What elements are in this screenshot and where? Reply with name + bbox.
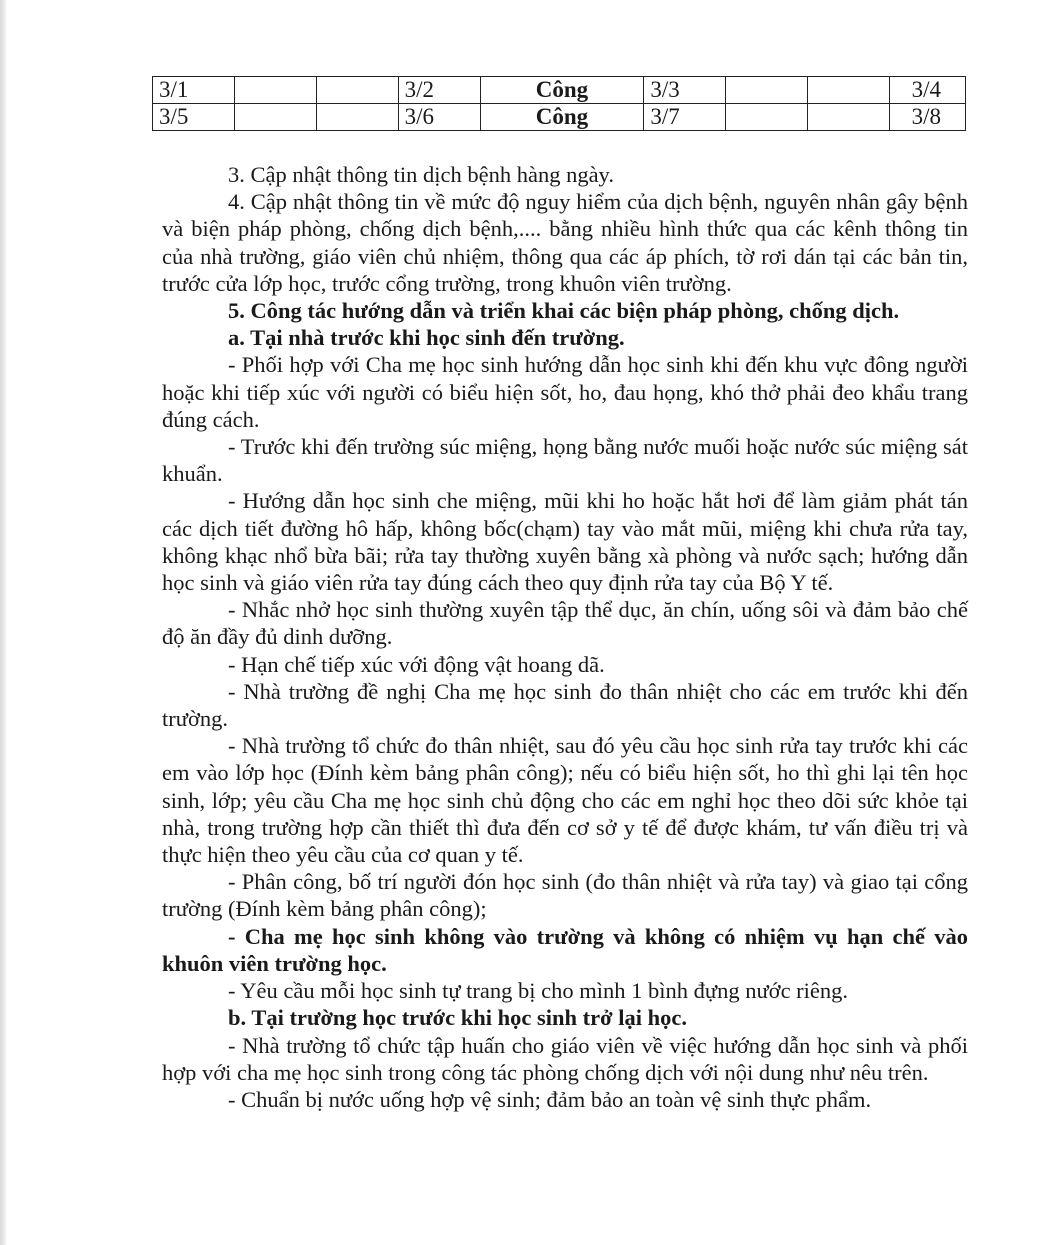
table-cell: 3/6 <box>398 104 480 131</box>
section-heading: - Cha mẹ học sinh không vào trường và không có nhiệm vụ hạn chế vào khuôn viên trường học. <box>162 923 968 976</box>
table-cell <box>316 104 398 131</box>
table-cell <box>234 104 316 131</box>
section-heading: a. Tại nhà trước khi học sinh đến trường. <box>228 325 625 351</box>
paragraph: - Chuẩn bị nước uống hợp vệ sinh; đảm bảo an toàn vệ sinh thực phẩm. <box>228 1086 872 1112</box>
paragraph: - Nhà trường tổ chức đo thân nhiệt, sau đó yêu cầu học sinh rửa tay trước khi các em vào lớp học (Đính kèm bảng phân công); nếu có biểu hiện sốt, ho thì ghi lại tên học sinh, lớp; yêu cầu Cha mẹ học sinh chủ động cho các em nghỉ học theo dõi sức khỏe tại nhà, trong trường hợp cần thiết thì đưa đến cơ sở y tế để được khám, tư vấn điều trị và thực hiện theo yêu cầu của cơ quan y tế. <box>162 733 968 868</box>
table-cell <box>808 104 890 131</box>
paragraph: - Phối hợp với Cha mẹ học sinh hướng dẫn học sinh khi đến khu vực đông người hoặc khi tiếp xúc với người có biểu hiện sốt, ho, đau họng, khó thở phải đeo khẩu trang đúng cách. <box>162 352 968 432</box>
table-cell: 3/5 <box>153 104 235 131</box>
table-cell: 3/3 <box>644 77 726 104</box>
paragraph: 3. Cập nhật thông tin dịch bệnh hàng ngày. <box>228 162 614 187</box>
table-cell: 3/2 <box>398 77 480 104</box>
table-cell: Công <box>480 77 644 104</box>
paragraph: - Hạn chế tiếp xúc với động vật hoang dã. <box>228 651 605 677</box>
table-cell: 3/4 <box>889 77 965 104</box>
table-cell <box>726 77 808 104</box>
table-cell <box>726 104 808 131</box>
paragraph: - Trước khi đến trường súc miệng, họng bằng nước muối hoặc nước súc miệng sát khuẩn. <box>162 434 968 487</box>
paragraph: - Nhà trường đề nghị Cha mẹ học sinh đo thân nhiệt cho các em trước khi đến trường. <box>162 678 968 732</box>
table-cell: 3/7 <box>644 104 726 131</box>
table-cell <box>316 77 398 104</box>
table-cell: 3/8 <box>889 104 965 131</box>
document-page <box>159 76 968 1113</box>
paragraph: - Nhắc nhở học sinh thường xuyên tập thể dục, ăn chín, uống sôi và đảm bảo chế độ ăn đầy đủ dinh dưỡng. <box>162 597 968 650</box>
table-cell <box>808 77 890 104</box>
page-edge-shadow <box>0 0 6 1245</box>
section-heading: b. Tại trường học trước khi học sinh trở lại học. <box>228 1005 687 1031</box>
paragraph: - Phân công, bố trí người đón học sinh (đo thân nhiệt và rửa tay) và giao tại cổng trường (Đính kèm bảng phân công); <box>162 869 968 922</box>
table-cell: 3/1 <box>153 77 235 104</box>
document-body <box>162 161 968 1113</box>
table-cell <box>234 77 316 104</box>
paragraph: - Yêu cầu mỗi học sinh tự trang bị cho mình 1 bình đựng nước riêng. <box>228 978 849 1004</box>
table-row <box>153 104 966 131</box>
paragraph: - Hướng dẫn học sinh che miệng, mũi khi ho hoặc hắt hơi để làm giảm phát tán các dịch tiết đường hô hấp, không bốc(chạm) tay vào mắt mũi, miệng khi chưa rửa tay, không khạc nhổ bừa bãi; rửa tay thường xuyên bằng xà phòng và nước sạch; hướng dẫn học sinh và giáo viên rửa tay đúng cách theo quy định rửa tay của Bộ Y tế. <box>162 488 968 596</box>
paragraph: 4. Cập nhật thông tin về mức độ nguy hiểm của dịch bệnh, nguyên nhân gây bệnh và biện pháp phòng, chống dịch bệnh,.... bằng nhiều hình thức qua các kênh thông tin của nhà trường, giáo viên chủ nhiệm, thông qua các áp phích, tờ rơi dán tại các bản tin, trước cửa lớp học, trước cổng trường, trong khuôn viên trường. <box>162 189 968 296</box>
schedule-table <box>152 76 966 131</box>
table-cell: Công <box>480 104 644 131</box>
section-heading: 5. Công tác hướng dẫn và triển khai các biện pháp phòng, chống dịch. <box>228 298 900 324</box>
paragraph: - Nhà trường tổ chức tập huấn cho giáo viên về việc hướng dẫn học sinh và phối hợp với cha mẹ học sinh trong công tác phòng chống dịch với nội dung như nêu trên. <box>162 1032 968 1085</box>
table-row <box>153 77 966 104</box>
